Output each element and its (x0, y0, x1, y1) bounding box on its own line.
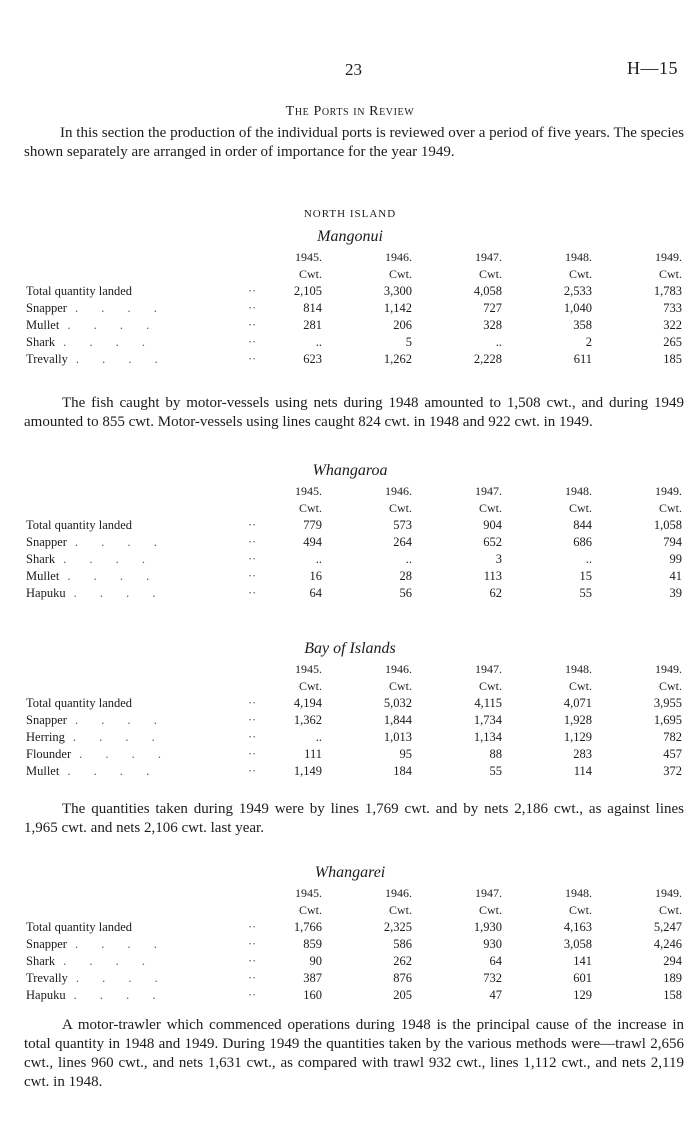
table-row (26, 763, 682, 780)
dot-leader: . . . . (74, 713, 167, 727)
row-leader: ·· (248, 535, 257, 549)
year-header: 1947. (475, 886, 502, 900)
quantity-cell: 322 (663, 318, 682, 332)
table-row (26, 300, 682, 317)
year-header: 1948. (565, 886, 592, 900)
unit-header: Cwt. (658, 267, 682, 281)
year-header: 1947. (475, 662, 502, 676)
quantity-cell: 1,844 (383, 713, 412, 727)
note-paragraph: The quantities taken during 1949 were by lines 1,769 cwt. and by nets 2,186 cwt., as against lines 1,965 cwt. and nets 2,106 cwt. last year. (24, 801, 684, 836)
unit-header: Cwt. (388, 501, 412, 515)
row-leader: ·· (248, 586, 257, 600)
port-heading: Mangonui (317, 228, 383, 245)
quantity-cell: 1,783 (653, 284, 682, 298)
quantity-cell: 2 (585, 335, 592, 349)
quantity-cell: 586 (393, 937, 412, 951)
quantity-cell: 2,228 (473, 352, 502, 366)
year-header: 1946. (385, 886, 412, 900)
unit-header: Cwt. (568, 501, 592, 515)
quantity-cell: 652 (483, 535, 502, 549)
quantity-cell: 457 (663, 747, 682, 761)
quantity-cell: 794 (663, 535, 682, 549)
table-row (26, 936, 682, 953)
year-header: 1949. (655, 662, 682, 676)
quantity-cell: 601 (573, 971, 592, 985)
dot-leader (132, 920, 140, 934)
unit-header: Cwt. (298, 267, 322, 281)
page-number: 23 (345, 60, 362, 79)
table-row (26, 746, 682, 763)
species-label (26, 953, 248, 970)
quantity-cell: 1,734 (473, 713, 502, 727)
row-leader: ·· (248, 937, 257, 951)
quantity-cell: 294 (663, 954, 682, 968)
dot-leader: . . . . (63, 552, 156, 566)
unit-header: Cwt. (298, 679, 322, 693)
year-header: 1949. (655, 484, 682, 498)
quantity-cell: 55 (579, 586, 592, 600)
quantity-cell: 1,142 (383, 301, 412, 315)
year-header: 1949. (655, 886, 682, 900)
species-label (26, 534, 248, 551)
quantity-cell: 2,105 (293, 284, 322, 298)
quantity-cell: .. (315, 730, 322, 744)
dot-leader: . . . . (67, 569, 160, 583)
quantity-cell: 88 (489, 747, 502, 761)
dot-leader: . . . . (63, 954, 156, 968)
species-name: Total quantity landed (26, 518, 133, 532)
species-label (26, 695, 248, 712)
quantity-cell: .. (405, 552, 412, 566)
dot-leader (132, 284, 140, 298)
species-label (26, 712, 248, 729)
year-header: 1946. (385, 484, 412, 498)
quantity-cell: 1,928 (563, 713, 592, 727)
quantity-cell: 623 (303, 352, 322, 366)
year-header: 1945. (295, 886, 322, 900)
dot-leader: . . . . (72, 730, 165, 744)
row-leader: ·· (248, 335, 257, 349)
quantity-cell: 494 (303, 535, 322, 549)
quantity-cell: 372 (663, 764, 682, 778)
quantity-cell: 1,766 (293, 920, 322, 934)
row-leader: ·· (248, 971, 257, 985)
quantity-cell: 56 (399, 586, 412, 600)
quantity-cell: 160 (303, 988, 322, 1002)
year-header: 1946. (385, 662, 412, 676)
row-leader: ·· (248, 988, 257, 1002)
quantity-cell: 158 (663, 988, 682, 1002)
species-name: Mullet (26, 764, 60, 778)
unit-header: Cwt. (478, 903, 502, 917)
species-label (26, 936, 248, 953)
unit-header: Cwt. (478, 267, 502, 281)
quantity-cell: 1,362 (293, 713, 322, 727)
species-name: Total quantity landed (26, 920, 133, 934)
row-leader: ·· (248, 764, 257, 778)
section-title: The Ports in Review (285, 104, 415, 119)
quantity-cell: 1,058 (653, 518, 682, 532)
quantity-cell: 3,058 (563, 937, 592, 951)
species-label (26, 970, 248, 987)
quantity-cell: 206 (393, 318, 412, 332)
table-row (26, 919, 682, 936)
quantity-cell: .. (315, 552, 322, 566)
species-name: Total quantity landed (26, 284, 133, 298)
quantity-cell: 686 (573, 535, 592, 549)
year-header: 1945. (295, 484, 322, 498)
species-name: Hapuku (26, 988, 66, 1002)
unit-header-row (26, 500, 682, 517)
unit-header: Cwt. (388, 903, 412, 917)
quantity-cell: 281 (303, 318, 322, 332)
quantity-cell: 1,262 (383, 352, 412, 366)
dot-leader: . . . . (74, 301, 167, 315)
dot-leader: . . . . (75, 971, 168, 985)
dot-leader (132, 696, 140, 710)
quantity-cell: 4,058 (473, 284, 502, 298)
port-table (26, 885, 682, 1004)
quantity-cell: 41 (669, 569, 682, 583)
unit-header: Cwt. (298, 903, 322, 917)
table-row (26, 970, 682, 987)
species-name: Mullet (26, 569, 60, 583)
table-row (26, 987, 682, 1004)
row-leader: ·· (248, 352, 257, 366)
dot-leader: . . . . (67, 318, 160, 332)
quantity-cell: 3,300 (383, 284, 412, 298)
dot-leader: . . . . (74, 535, 167, 549)
quantity-cell: 930 (483, 937, 502, 951)
quantity-cell: 184 (393, 764, 412, 778)
region-heading: NORTH ISLAND (303, 208, 397, 220)
table-row (26, 283, 682, 300)
quantity-cell: 1,129 (563, 730, 592, 744)
quantity-cell: 99 (669, 552, 682, 566)
port-heading: Bay of Islands (304, 640, 396, 657)
quantity-cell: 283 (573, 747, 592, 761)
quantity-cell: 262 (393, 954, 412, 968)
dot-leader: . . . . (67, 764, 160, 778)
year-header: 1946. (385, 250, 412, 264)
quantity-cell: 3 (495, 552, 502, 566)
unit-header: Cwt. (388, 267, 412, 281)
row-leader: ·· (248, 747, 257, 761)
species-label (26, 317, 248, 334)
year-header: 1947. (475, 250, 502, 264)
species-name: Snapper (26, 535, 67, 549)
table-row (26, 317, 682, 334)
quantity-cell: 111 (304, 747, 322, 761)
dot-leader: . . . . (73, 586, 166, 600)
year-header: 1949. (655, 250, 682, 264)
table-row (26, 953, 682, 970)
unit-header-row (26, 266, 682, 283)
quantity-cell: 62 (489, 586, 502, 600)
quantity-cell: 387 (303, 971, 322, 985)
table-row (26, 334, 682, 351)
quantity-cell: 4,071 (563, 696, 592, 710)
species-name: Trevally (26, 352, 68, 366)
port-heading: Whangarei (314, 864, 386, 881)
table-row (26, 585, 682, 602)
quantity-cell: 1,013 (383, 730, 412, 744)
species-label (26, 568, 248, 585)
year-header-row (26, 885, 682, 902)
table-row (26, 729, 682, 746)
year-header-row (26, 249, 682, 266)
table-row (26, 712, 682, 729)
dot-leader: . . . . (75, 352, 168, 366)
year-header: 1947. (475, 484, 502, 498)
unit-header: Cwt. (568, 679, 592, 693)
quantity-cell: 5 (405, 335, 412, 349)
quantity-cell: 732 (483, 971, 502, 985)
species-label (26, 729, 248, 746)
year-header-row (26, 661, 682, 678)
table-row (26, 534, 682, 551)
species-label (26, 283, 248, 300)
quantity-cell: 904 (483, 518, 502, 532)
intro-paragraph: In this section the production of the individual ports is reviewed over a period of five years. The species shown separately are arranged in order of importance for the year 1949. (24, 125, 684, 160)
year-header: 1948. (565, 484, 592, 498)
quantity-cell: 16 (309, 569, 322, 583)
species-name: Hapuku (26, 586, 66, 600)
row-leader: ·· (248, 954, 257, 968)
unit-header: Cwt. (568, 903, 592, 917)
quantity-cell: 814 (303, 301, 322, 315)
species-label (26, 763, 248, 780)
row-leader: ·· (248, 569, 257, 583)
quantity-cell: 611 (573, 352, 592, 366)
row-leader: ·· (248, 696, 257, 710)
quantity-cell: 39 (669, 586, 682, 600)
unit-header: Cwt. (478, 501, 502, 515)
quantity-cell: 782 (663, 730, 682, 744)
row-leader: ·· (248, 284, 257, 298)
species-name: Trevally (26, 971, 68, 985)
species-name: Shark (26, 335, 56, 349)
species-label (26, 334, 248, 351)
species-label (26, 919, 248, 936)
table-row (26, 351, 682, 368)
row-leader: ·· (248, 713, 257, 727)
quantity-cell: .. (585, 552, 592, 566)
dot-leader: . . . . (73, 988, 166, 1002)
species-name: Snapper (26, 301, 67, 315)
quantity-cell: 28 (399, 569, 412, 583)
document-reference: H—15 (627, 58, 678, 78)
quantity-cell: 265 (663, 335, 682, 349)
species-name: Shark (26, 954, 56, 968)
quantity-cell: 90 (309, 954, 322, 968)
quantity-cell: 779 (303, 518, 322, 532)
unit-header: Cwt. (478, 679, 502, 693)
quantity-cell: 129 (573, 988, 592, 1002)
quantity-cell: 573 (393, 518, 412, 532)
species-name: Herring (26, 730, 65, 744)
quantity-cell: 185 (663, 352, 682, 366)
species-name: Mullet (26, 318, 60, 332)
table-row (26, 695, 682, 712)
unit-header: Cwt. (298, 501, 322, 515)
unit-header: Cwt. (568, 267, 592, 281)
quantity-cell: 859 (303, 937, 322, 951)
row-leader: ·· (248, 301, 257, 315)
quantity-cell: 1,134 (473, 730, 502, 744)
row-leader: ·· (248, 318, 257, 332)
species-label (26, 746, 248, 763)
table-row (26, 517, 682, 534)
unit-header: Cwt. (658, 501, 682, 515)
species-name: Shark (26, 552, 56, 566)
quantity-cell: 2,533 (563, 284, 592, 298)
quantity-cell: 5,247 (653, 920, 682, 934)
quantity-cell: 47 (489, 988, 502, 1002)
species-label (26, 351, 248, 368)
species-label (26, 585, 248, 602)
row-leader: ·· (248, 552, 257, 566)
quantity-cell: 4,163 (563, 920, 592, 934)
quantity-cell: 1,695 (653, 713, 682, 727)
year-header-row (26, 483, 682, 500)
year-header: 1948. (565, 250, 592, 264)
port-table (26, 483, 682, 602)
unit-header: Cwt. (658, 903, 682, 917)
quantity-cell: 2,325 (383, 920, 412, 934)
quantity-cell: 264 (393, 535, 412, 549)
species-name: Snapper (26, 937, 67, 951)
quantity-cell: 64 (309, 586, 322, 600)
quantity-cell: 733 (663, 301, 682, 315)
species-label (26, 987, 248, 1004)
quantity-cell: 4,194 (293, 696, 322, 710)
year-header: 1948. (565, 662, 592, 676)
dot-leader: . . . . (63, 335, 156, 349)
row-leader: ·· (248, 920, 257, 934)
quantity-cell: 4,246 (653, 937, 682, 951)
port-heading: Whangaroa (312, 462, 388, 479)
quantity-cell: 1,149 (293, 764, 322, 778)
table-row (26, 551, 682, 568)
quantity-cell: 114 (573, 764, 592, 778)
species-label (26, 551, 248, 568)
quantity-cell: 15 (579, 569, 592, 583)
year-header: 1945. (295, 662, 322, 676)
quantity-cell: .. (315, 335, 322, 349)
quantity-cell: 844 (573, 518, 592, 532)
quantity-cell: 55 (489, 764, 502, 778)
species-name: Flounder (26, 747, 72, 761)
quantity-cell: 141 (573, 954, 592, 968)
unit-header-row (26, 902, 682, 919)
species-label (26, 300, 248, 317)
note-paragraph: The fish caught by motor-vessels using nets during 1948 amounted to 1,508 cwt., and during 1949 amounted to 855 cwt. Motor-vessels using lines caught 824 cwt. in 1948 and 922 cwt. in 1949. (24, 395, 684, 430)
quantity-cell: 358 (573, 318, 592, 332)
quantity-cell: 1,040 (563, 301, 592, 315)
year-header: 1945. (295, 250, 322, 264)
species-name: Snapper (26, 713, 67, 727)
quantity-cell: 4,115 (474, 696, 502, 710)
row-leader: ·· (248, 730, 257, 744)
unit-header-row (26, 678, 682, 695)
dot-leader: . . . . (79, 747, 172, 761)
quantity-cell: 328 (483, 318, 502, 332)
quantity-cell: 5,032 (383, 696, 412, 710)
species-label (26, 517, 248, 534)
dot-leader: . . . . (74, 937, 167, 951)
unit-header: Cwt. (658, 679, 682, 693)
quantity-cell: .. (495, 335, 502, 349)
port-table (26, 661, 682, 780)
note-paragraph: A motor-trawler which commenced operations during 1948 is the principal cause of the increase in total quantity in 1948 and 1949. During 1949 the quantities taken by the various methods were—trawl 2,656 cwt., lines 960 cwt., and nets 1,631 cwt., as compared with trawl 932 cwt., lines 1,112 cwt., and nets 2,119 cwt. in 1948. (24, 1017, 684, 1090)
unit-header: Cwt. (388, 679, 412, 693)
quantity-cell: 113 (483, 569, 502, 583)
quantity-cell: 3,955 (653, 696, 682, 710)
row-leader: ·· (248, 518, 257, 532)
quantity-cell: 189 (663, 971, 682, 985)
quantity-cell: 876 (393, 971, 412, 985)
species-name: Total quantity landed (26, 696, 133, 710)
quantity-cell: 727 (483, 301, 502, 315)
quantity-cell: 205 (393, 988, 412, 1002)
quantity-cell: 1,930 (473, 920, 502, 934)
port-table (26, 249, 682, 368)
dot-leader (132, 518, 140, 532)
quantity-cell: 95 (399, 747, 412, 761)
table-row (26, 568, 682, 585)
quantity-cell: 64 (489, 954, 502, 968)
